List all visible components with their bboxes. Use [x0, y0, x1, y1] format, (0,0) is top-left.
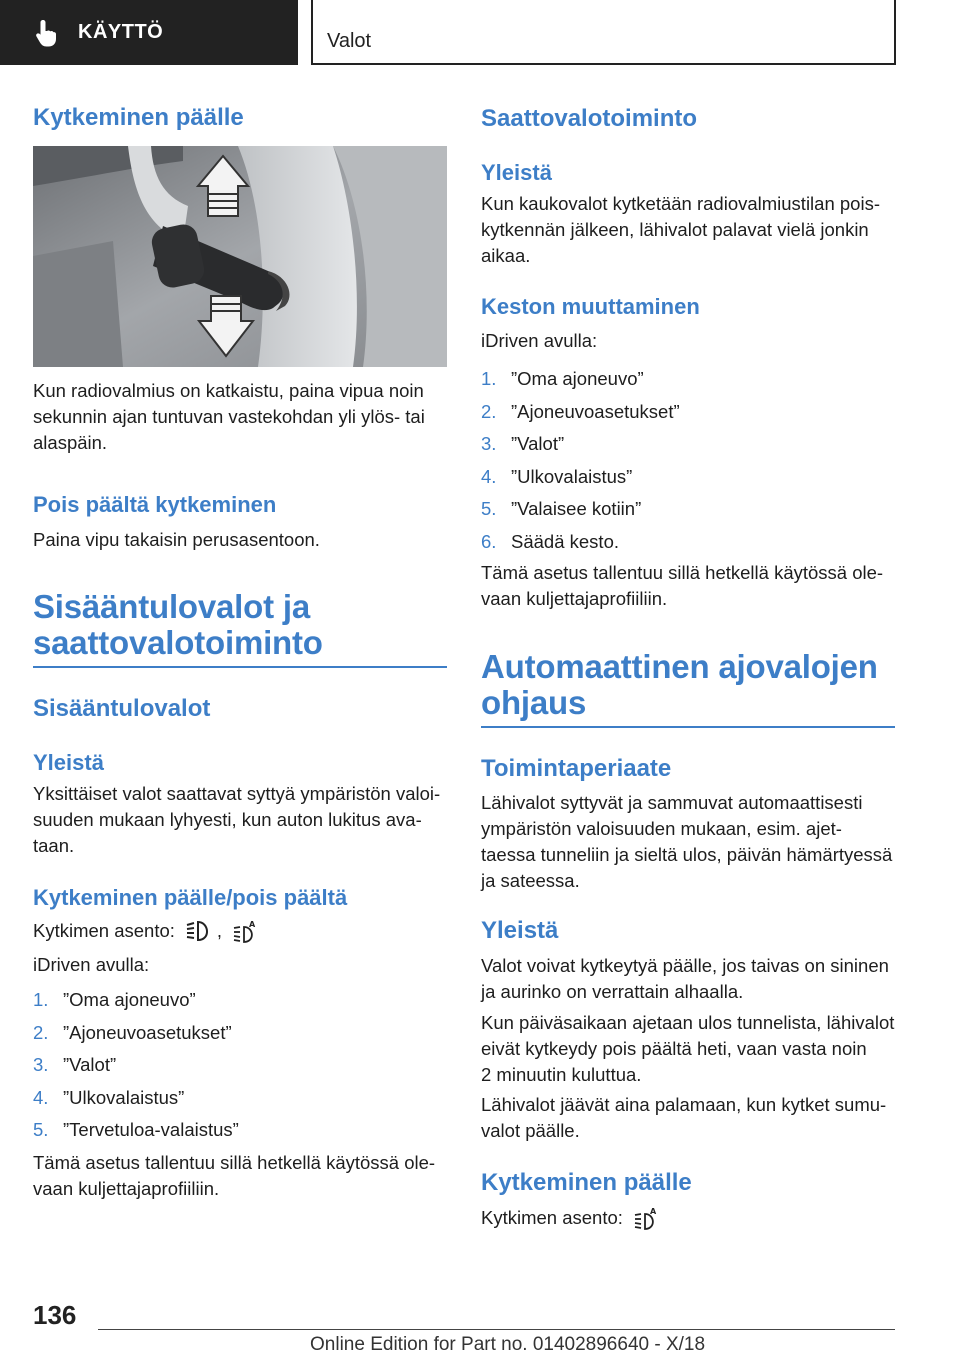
- heading-switch-on: Kytkeminen päälle: [481, 1169, 692, 1196]
- text-line: vaan kuljettajaprofiiliin.: [481, 588, 668, 609]
- list-item: 1. ”Oma ajoneuvo”: [33, 989, 196, 1010]
- fog-text: [481, 1092, 901, 1144]
- text-line: Lähivalot syttyvät ja sammuvat automaattisesti: [481, 792, 863, 813]
- switch-position-line: [481, 1205, 665, 1231]
- text-line: ympäristön valoisuuden mukaan, esim. ajet-: [481, 818, 842, 839]
- edition-note: Online Edition for Part no. 01402896640 - X/18: [310, 1334, 706, 1355]
- list-item: 4. ”Ulkovalaistus”: [481, 465, 633, 487]
- switch-off-text: Paina vipu takaisin perusasentoon.: [33, 529, 320, 550]
- heading-switch-off: Pois päältä kytkeminen: [33, 492, 277, 517]
- text-line: taan.: [33, 835, 75, 856]
- lever-photo: [33, 146, 447, 367]
- section-divider: [33, 666, 447, 668]
- heading-general: Yleistä: [33, 750, 104, 775]
- photo-caption: [33, 378, 448, 456]
- switch-position-label: Kytkimen asento:: [33, 920, 175, 941]
- text-line: eivät kytkeydy pois päältä heti, vaan vasta noin: [481, 1038, 867, 1059]
- text-line: Tämä asetus tallentuu sillä hetkellä käytössä ole-: [481, 562, 884, 583]
- steps-list-entry: [33, 987, 448, 1150]
- step-text: ”Oma ajoneuvo”: [63, 989, 196, 1010]
- list-item: 5. ”Tervetuloa-valaistus”: [33, 1119, 239, 1140]
- list-item: 1. ”Oma ajoneuvo”: [481, 368, 644, 389]
- section-divider: [481, 726, 895, 728]
- automatic-headlight-icon: [232, 919, 260, 943]
- heading-principle: Toimintaperiaate: [481, 755, 672, 782]
- list-item: 3. ”Valot”: [481, 433, 565, 454]
- svg-text:A: A: [649, 1207, 657, 1216]
- footer-divider: [98, 1329, 895, 1330]
- step-text: ”Valaisee kotiin”: [511, 498, 642, 519]
- list-item: 3. ”Valot”: [33, 1054, 117, 1075]
- section-title-line: saattovalotoiminto: [33, 624, 323, 661]
- text-line: taessa tunneliin ja sieltä ulos, päivän hämärtyessä: [481, 844, 893, 865]
- caption-line: Kun radiovalmius on katkaistu, paina vipua noin: [33, 380, 424, 401]
- hand-pointer-icon: [30, 16, 64, 50]
- step-text: ”Ajoneuvoasetukset”: [511, 400, 680, 422]
- list-item: 4. ”Ulkovalaistus”: [33, 1086, 185, 1108]
- low-beam-headlight-icon: [185, 919, 213, 943]
- principle-text: [481, 790, 901, 894]
- heading-on-off: Kytkeminen päälle/pois päältä: [33, 885, 348, 910]
- caption-line: sekunnin ajan tuntuvan vastekohdan yli ylös- tai: [33, 406, 425, 427]
- chapter-title: KÄYTTÖ: [78, 21, 164, 43]
- general2-text: [481, 953, 901, 1005]
- text-line: Tämä asetus tallentuu sillä hetkellä käytössä ole-: [33, 1152, 436, 1173]
- text-line: Kun kaukovalot kytketään radiovalmiustilan pois-: [481, 193, 880, 214]
- general-text: [481, 191, 896, 269]
- idrive-label: iDriven avulla:: [481, 330, 598, 351]
- text-line: kytkennän jälkeen, lähivalot palavat vielä jonkin: [481, 219, 869, 240]
- general-text: [33, 781, 448, 859]
- section-title-auto-headlights: [481, 649, 896, 721]
- step-text: ”Ajoneuvoasetukset”: [63, 1021, 232, 1043]
- text-line: Kun päiväsaikaan ajetaan ulos tunnelista, lähivalot: [481, 1012, 895, 1033]
- heading-general: Yleistä: [481, 160, 552, 185]
- step-text: ”Oma ajoneuvo”: [511, 368, 644, 389]
- switch-position-line: [33, 918, 264, 944]
- heading-entry-lights: Sisääntulovalot: [33, 695, 211, 722]
- step-text: ”Valot”: [63, 1054, 117, 1075]
- header-title-box: [311, 0, 896, 65]
- tunnel-text: [481, 1010, 901, 1088]
- step-text: ”Tervetuloa-valaistus”: [63, 1119, 239, 1140]
- list-item: 2. ”Ajoneuvoasetukset”: [481, 400, 680, 422]
- text-line: Valot voivat kytkeytyä päälle, jos taivas on sininen: [481, 955, 889, 976]
- text-line: vaan kuljettajaprofiiliin.: [33, 1178, 220, 1199]
- save-note: [33, 1150, 448, 1202]
- section-title-entry-lights: [33, 589, 448, 661]
- steps-list-follow: [481, 366, 896, 561]
- text-line: aikaa.: [481, 245, 531, 266]
- page-section-title: Valot: [327, 30, 372, 52]
- idrive-label: iDriven avulla:: [33, 954, 150, 975]
- text-line: Lähivalot jäävät aina palamaan, kun kytket sumu-: [481, 1094, 887, 1115]
- list-item: 5. ”Valaisee kotiin”: [481, 498, 642, 519]
- heading-general-2: Yleistä: [481, 917, 559, 944]
- section-title-line: Sisääntulovalot ja: [33, 588, 310, 625]
- save-note: [481, 560, 896, 612]
- heading-follow-me-home: Saattovalotoiminto: [481, 105, 698, 132]
- text-line: suuden mukaan lyhyesti, kun auton lukitus ava-: [33, 809, 422, 830]
- step-text: ”Valot”: [511, 433, 565, 454]
- section-title-line: ohjaus: [481, 684, 587, 721]
- section-title-line: Automaattinen ajovalojen: [481, 648, 878, 685]
- text-line: 2 minuutin kuluttua.: [481, 1064, 642, 1085]
- page-number: 136: [33, 1300, 77, 1330]
- switch-position-label: Kytkimen asento:: [481, 1207, 623, 1228]
- text-line: Yksittäiset valot saattavat syttyä ympäristön valoi-: [33, 783, 441, 804]
- svg-text:A: A: [249, 920, 256, 929]
- list-item: 2. ”Ajoneuvoasetukset”: [33, 1021, 232, 1043]
- step-text: ”Ulkovalaistus”: [63, 1086, 185, 1108]
- text-line: ja aurinko on verrattain alhaalla.: [481, 981, 744, 1002]
- automatic-headlight-icon: [633, 1206, 661, 1230]
- text-line: valot päälle.: [481, 1120, 580, 1141]
- step-text: ”Ulkovalaistus”: [511, 465, 633, 487]
- separator: ,: [216, 920, 223, 941]
- heading-duration: Keston muuttaminen: [481, 294, 700, 319]
- step-text: Säädä kesto.: [511, 530, 619, 552]
- heading-switch-on: Kytkeminen päälle: [33, 104, 244, 131]
- caption-line: alaspäin.: [33, 432, 108, 453]
- list-item: 6. Säädä kesto.: [481, 530, 619, 552]
- chapter-tab: [0, 0, 298, 65]
- text-line: ja sateessa.: [481, 870, 580, 891]
